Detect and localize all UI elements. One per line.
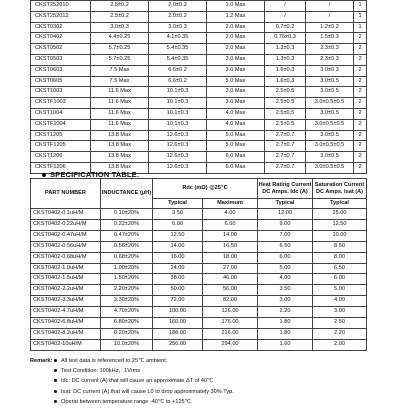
dim-cell: 11.6 Max: [91, 98, 149, 109]
spec-cell: 188.00: [153, 328, 203, 339]
dim-cell: 1: [354, 1, 367, 12]
dim-cell: CKST252012: [31, 11, 91, 22]
spec-cell: 2.00: [313, 339, 367, 350]
spec-cell: 72.00: [153, 296, 203, 307]
spec-cell: 12.50: [313, 219, 367, 230]
spec-cell: CKST0402-0.1uH/M: [31, 209, 101, 220]
remark-item: [30, 376, 400, 386]
dim-cell: 1.3±0.3: [265, 44, 306, 55]
spec-row: [31, 339, 367, 350]
dim-cell: 3.0±0.5±0.5: [306, 141, 354, 152]
spec-cell: 0.47±20%: [101, 230, 153, 241]
spec-cell: 3.00: [258, 296, 313, 307]
bullet-icon: [54, 369, 57, 372]
dim-cell: 2: [354, 119, 367, 130]
dim-cell: CKST0402: [31, 33, 91, 44]
dim-cell: 2.5±0.5: [265, 119, 306, 130]
dim-cell: /: [265, 1, 306, 12]
specification-table: [30, 178, 367, 351]
dim-cell: 10.1±0.3: [149, 108, 207, 119]
dim-cell: 13.8 Max: [91, 162, 149, 173]
spec-row: [31, 274, 367, 285]
spec-cell: CKST0402-2.2uH/M: [31, 285, 101, 296]
spec-cell: CKST0402-0.68uH/M: [31, 252, 101, 263]
bullet-icon: [54, 390, 57, 393]
spec-cell: 160.00: [153, 318, 203, 329]
header-part-number: PART NUMBER: [31, 179, 101, 209]
spec-cell: CKST0402-6.8uH/M: [31, 318, 101, 329]
dim-cell: 3.0 Max: [207, 98, 265, 109]
spec-row: [31, 296, 367, 307]
dim-cell: 1.3±0.3: [265, 54, 306, 65]
spec-cell: 3.30±20%: [101, 296, 153, 307]
dim-row: [31, 1, 367, 12]
dim-cell: 12.6±0.3: [149, 141, 207, 152]
dim-cell: CKST0605: [31, 76, 91, 87]
dim-cell: 11.6 Max: [91, 119, 149, 130]
dim-cell: CKST1004: [31, 108, 91, 119]
remark-item: [30, 397, 400, 407]
spec-cell: 3.50: [153, 209, 203, 220]
dim-cell: 0.76±0.3: [265, 33, 306, 44]
spec-row: [31, 307, 367, 318]
spec-cell: 1.50±20%: [101, 274, 153, 285]
spec-cell: 0.68±20%: [101, 252, 153, 263]
dim-cell: 6.0 Max: [207, 152, 265, 163]
dim-cell: 13.8 Max: [91, 152, 149, 163]
spec-cell: 1.60: [258, 339, 313, 350]
dim-cell: 1.2±0.2: [306, 22, 354, 33]
dim-cell: 3.0±0.3: [306, 65, 354, 76]
dim-cell: 2.0±0.2: [149, 11, 207, 22]
spec-cell: 2.50: [313, 318, 367, 329]
spec-cell: 50.00: [153, 285, 203, 296]
spec-cell: CKST0402-3.3uH/M: [31, 296, 101, 307]
dim-cell: 6.6±0.2: [149, 65, 207, 76]
dim-cell: 10.1±0.3: [149, 87, 207, 98]
header-heat-rating: Heat Rating Current DC Amps. Idc (A): [258, 179, 313, 199]
dim-cell: 13.8 Max: [91, 141, 149, 152]
dim-row: [31, 141, 367, 152]
header-saturation: Saturation Current DC Amps. Isat (A): [313, 179, 367, 199]
dim-cell: 2: [354, 152, 367, 163]
dim-cell: 2.5±0.5: [265, 108, 306, 119]
dim-cell: 0.7±0.2: [265, 22, 306, 33]
spec-row: [31, 285, 367, 296]
dim-cell: 3.0±0.5: [306, 152, 354, 163]
dim-cell: 3.0±0.3: [91, 22, 149, 33]
spec-cell: 294.00: [203, 339, 258, 350]
remark-text: Idc: DC current (A) that will cause an approximate ΔT of 40℃: [61, 378, 214, 385]
remark-text: All test data is referenced to 25℃ ambient.: [61, 358, 168, 364]
spec-cell: 24.00: [153, 263, 203, 274]
spec-cell: 4.00: [203, 209, 258, 220]
spec-cell: 6.50: [313, 263, 367, 274]
dim-cell: 2.0 Max: [207, 44, 265, 55]
spec-cell: 16.50: [203, 241, 258, 252]
dim-cell: CKST1003: [31, 87, 91, 98]
header-rdc-typical: Typical: [153, 199, 203, 209]
dim-cell: 2.5±0.5: [265, 87, 306, 98]
spec-cell: 3.00: [313, 307, 367, 318]
dim-cell: CKST1206: [31, 152, 91, 163]
dim-cell: CKST0502: [31, 44, 91, 55]
spec-cell: 18.00: [203, 252, 258, 263]
dim-cell: 1.0 Max: [207, 1, 265, 12]
dim-cell: 2.7±0.7: [265, 152, 306, 163]
dim-cell: 2: [354, 44, 367, 55]
dim-cell: 2.5±0.5: [265, 98, 306, 109]
dim-cell: /: [306, 11, 354, 22]
dim-cell: 5.0 Max: [207, 76, 265, 87]
dim-cell: 10.1±0.3: [149, 98, 207, 109]
dim-cell: 3.0 Max: [207, 87, 265, 98]
remark-text: Operat between temperature range -40℃ to +125℃: [61, 398, 191, 405]
dim-cell: 11.6 Max: [91, 108, 149, 119]
dim-cell: 12.6±0.3: [149, 130, 207, 141]
dim-cell: CKST0503: [31, 54, 91, 65]
dim-cell: 2: [354, 87, 367, 98]
remarks-label: Remark:: [30, 358, 53, 364]
spec-cell: 10.00: [313, 230, 367, 241]
dim-cell: 3.0±0.5: [306, 108, 354, 119]
dim-cell: 12.6±0.3: [149, 152, 207, 163]
spec-cell: 3.50: [258, 285, 313, 296]
spec-row: [31, 252, 367, 263]
dim-row: [31, 54, 367, 65]
dim-row: [31, 108, 367, 119]
spec-cell: 126.00: [203, 307, 258, 318]
spec-cell: CKST0402-1.0uH/M: [31, 263, 101, 274]
spec-cell: CKST0402-0.47uH/M: [31, 230, 101, 241]
remark-item: [30, 366, 400, 376]
spec-cell: CKST0402-0.22uH/M: [31, 219, 101, 230]
spec-cell: 256.00: [153, 339, 203, 350]
dim-row: [31, 33, 367, 44]
spec-cell: 6.60: [203, 219, 258, 230]
dim-cell: 5.7±0.25: [91, 54, 149, 65]
dim-cell: 2: [354, 54, 367, 65]
spec-row: [31, 219, 367, 230]
dim-cell: 5.4±0.35: [149, 44, 207, 55]
dimension-table: [30, 0, 367, 174]
spec-cell: 2.20±20%: [101, 285, 153, 296]
spec-cell: 46.00: [203, 274, 258, 285]
dim-cell: 1.5±0.3: [306, 33, 354, 44]
dim-cell: 5.0 Max: [207, 141, 265, 152]
dim-cell: 1.6±0.3: [265, 76, 306, 87]
spec-cell: 16.00: [153, 252, 203, 263]
header-inductance: INDUCTANCE (μH): [101, 179, 153, 209]
dim-cell: CKST1205: [31, 130, 91, 141]
spec-cell: CKST0402-1.5uH/M: [31, 274, 101, 285]
dim-cell: 4.4±0.25: [91, 33, 149, 44]
spec-row: [31, 318, 367, 329]
dim-cell: 1: [354, 22, 367, 33]
dim-row: [31, 22, 367, 33]
spec-title-text: SPECIFICATION TABLE:: [50, 170, 140, 179]
dim-cell: 2.0 Max: [207, 33, 265, 44]
dim-cell: 2: [354, 76, 367, 87]
remark-item: [30, 387, 400, 397]
remark-text: Isat: DC current (A) that will cause L0 to drop approximately 30% Typ.: [61, 388, 234, 395]
spec-cell: 38.00: [153, 274, 203, 285]
dim-cell: 2: [354, 108, 367, 119]
dim-cell: 2: [354, 33, 367, 44]
dim-cell: 3.0±0.5±0.5: [306, 162, 354, 173]
spec-cell: 2.20: [258, 307, 313, 318]
spec-cell: 14.00: [153, 241, 203, 252]
dim-cell: 3.0 Max: [207, 54, 265, 65]
dim-cell: 2.7±0.7: [265, 130, 306, 141]
dim-cell: 2.0±0.2: [149, 1, 207, 12]
dim-cell: CKST0603: [31, 65, 91, 76]
dim-cell: 2.3±0.3: [306, 54, 354, 65]
dim-cell: 1.6±0.3: [265, 65, 306, 76]
dim-cell: /: [306, 1, 354, 12]
dim-cell: 1: [354, 11, 367, 22]
spec-cell: 6.00: [153, 219, 203, 230]
dim-cell: CKST252010: [31, 1, 91, 12]
dim-cell: 11.6 Max: [91, 87, 149, 98]
spec-row: [31, 230, 367, 241]
dim-cell: 4.0 Max: [207, 108, 265, 119]
dim-row: [31, 119, 367, 130]
dim-cell: 2.7±0.7: [265, 162, 306, 173]
dim-cell: 10.1±0.3: [149, 119, 207, 130]
spec-cell: 10.0±20%: [101, 339, 153, 350]
dim-cell: 5.7±0.25: [91, 44, 149, 55]
dim-cell: 2.3±0.3: [306, 44, 354, 55]
dim-row: [31, 152, 367, 163]
dim-cell: 2.5±0.2: [91, 1, 149, 12]
bullet-icon: [54, 359, 57, 362]
dim-cell: 3.0±0.5: [306, 76, 354, 87]
header-heat-typical: Typical: [258, 199, 313, 209]
dim-row: [31, 130, 367, 141]
dim-row: [31, 11, 367, 22]
dim-cell: 6.0 Max: [207, 162, 265, 173]
dimension-table-body: [31, 1, 367, 174]
header-sat-typical: Typical: [313, 199, 367, 209]
spec-cell: 100.00: [153, 307, 203, 318]
dim-row: [31, 44, 367, 55]
dim-cell: 2.5±0.2: [91, 11, 149, 22]
dim-cell: 5.0 Max: [207, 130, 265, 141]
header-rdc: Rdc (mΩ) @25℃: [153, 179, 258, 199]
dim-cell: 2.7±0.7: [265, 141, 306, 152]
spec-cell: 216.00: [203, 328, 258, 339]
spec-cell: 27.00: [203, 263, 258, 274]
dim-cell: /: [265, 11, 306, 22]
spec-cell: 8.50: [313, 241, 367, 252]
dim-cell: 2.0 Max: [207, 22, 265, 33]
dim-cell: 2: [354, 130, 367, 141]
dim-cell: 3.0±0.5: [306, 87, 354, 98]
spec-cell: 4.00: [258, 274, 313, 285]
spec-cell: 12.50: [153, 230, 203, 241]
dim-cell: CKST0302: [31, 22, 91, 33]
spec-cell: 8.00: [313, 252, 367, 263]
spec-cell: CKST0402-10uH/M: [31, 339, 101, 350]
dim-cell: 6.6±0.2: [149, 76, 207, 87]
dim-cell: 4.1±0.35: [149, 33, 207, 44]
dim-cell: 5.4±0.35: [149, 54, 207, 65]
spec-cell: 4.00: [313, 296, 367, 307]
dim-row: [31, 76, 367, 87]
dim-cell: 3.0±0.3: [149, 22, 207, 33]
dim-cell: 3.0±0.5±0.5: [306, 119, 354, 130]
bullet-icon: [54, 379, 57, 382]
dim-cell: 3.0 Max: [207, 65, 265, 76]
spec-cell: 1.00±20%: [101, 263, 153, 274]
spec-cell: 12.00: [258, 209, 313, 220]
spec-cell: 4.70±20%: [101, 307, 153, 318]
dim-cell: 12.6±0.3: [149, 162, 207, 173]
spec-cell: 9.00: [258, 219, 313, 230]
remarks-section: [30, 356, 400, 407]
dim-cell: 2: [354, 162, 367, 173]
spec-cell: 176.00: [203, 318, 258, 329]
dim-cell: CKSTF1206: [31, 162, 91, 173]
spec-row: [31, 209, 367, 220]
spec-cell: 0.22±20%: [101, 219, 153, 230]
dim-row: [31, 98, 367, 109]
dim-cell: CKSTF1003: [31, 98, 91, 109]
spec-cell: 1.80: [258, 318, 313, 329]
dim-cell: 3.0±0.5: [306, 130, 354, 141]
spec-cell: CKST0402-8.2uH/M: [31, 328, 101, 339]
dim-cell: 7.5 Max: [91, 65, 149, 76]
dim-cell: 4.0 Max: [207, 119, 265, 130]
dim-cell: 2: [354, 98, 367, 109]
spec-cell: 56.00: [203, 285, 258, 296]
dim-cell: 2: [354, 65, 367, 76]
dim-cell: 7.5 Max: [91, 76, 149, 87]
remark-item: [30, 356, 400, 366]
dim-cell: CKSTF1004: [31, 119, 91, 130]
dim-row: [31, 65, 367, 76]
spec-cell: 8.20±20%: [101, 328, 153, 339]
spec-cell: 5.00: [258, 263, 313, 274]
spec-cell: 6.00: [258, 252, 313, 263]
spec-cell: CKST0402-0.56uH/M: [31, 241, 101, 252]
spec-cell: 6.80±20%: [101, 318, 153, 329]
spec-cell: 25.00: [313, 209, 367, 220]
spec-cell: 7.00: [258, 230, 313, 241]
remark-text: Test Condition: 100kHz，1Vrms: [61, 368, 141, 375]
dim-cell: 3.0±0.5±0.5: [306, 98, 354, 109]
spec-cell: 6.00: [313, 274, 367, 285]
spec-cell: 0.56±20%: [101, 241, 153, 252]
header-rdc-maximum: Maximum: [203, 199, 258, 209]
spec-cell: 5.00: [313, 285, 367, 296]
bullet-icon: [42, 173, 46, 177]
spec-row: [31, 328, 367, 339]
dim-cell: CKSTF1205: [31, 141, 91, 152]
spec-cell: 1.80: [258, 328, 313, 339]
spec-cell: 0.10±20%: [101, 209, 153, 220]
dim-cell: 2: [354, 141, 367, 152]
spec-cell: CKST0402-4.7uH/M: [31, 307, 101, 318]
dim-cell: 1.2 Max: [207, 11, 265, 22]
spec-cell: 14.00: [203, 230, 258, 241]
dim-row: [31, 87, 367, 98]
spec-cell: 2.20: [313, 328, 367, 339]
spec-row: [31, 241, 367, 252]
spec-row: [31, 263, 367, 274]
dim-cell: 13.8 Max: [91, 130, 149, 141]
spec-cell: 82.00: [203, 296, 258, 307]
spec-cell: 6.50: [258, 241, 313, 252]
specification-table-body: [31, 209, 367, 351]
bullet-icon: [54, 400, 57, 403]
